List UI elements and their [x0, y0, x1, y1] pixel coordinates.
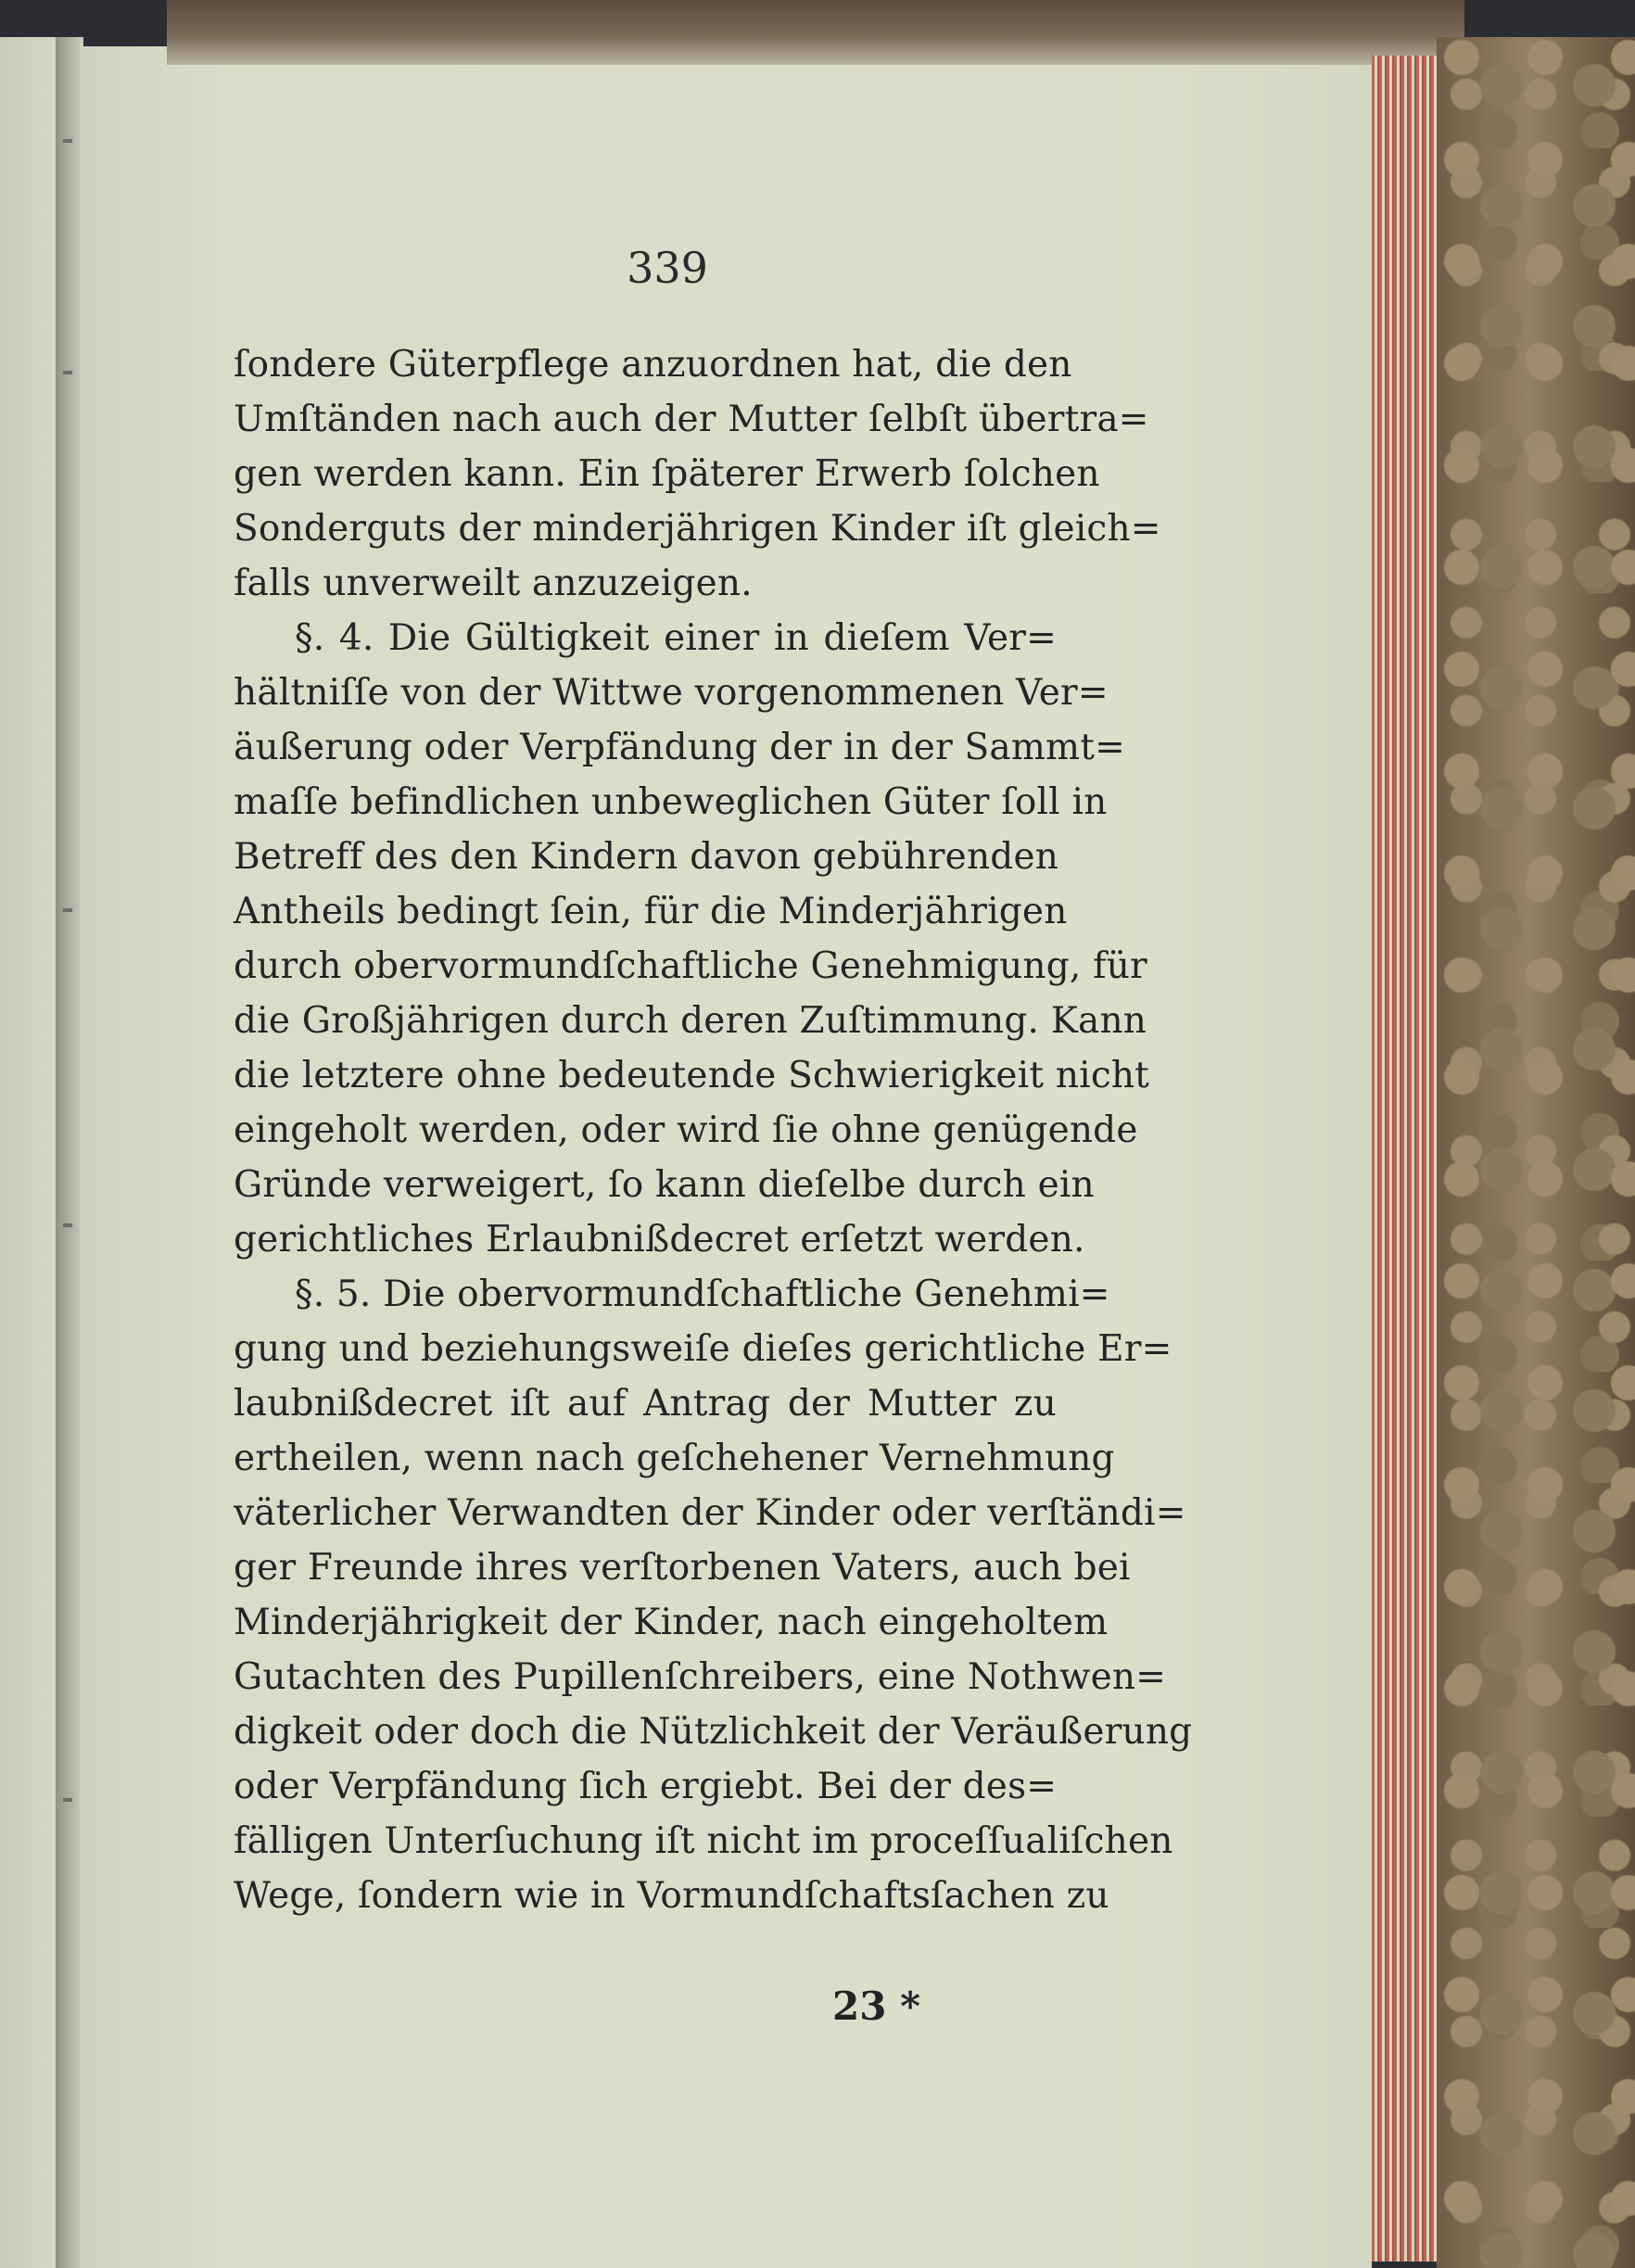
binding-stitch — [63, 1223, 72, 1227]
text-line: §. 4. Die Gültigkeit einer in dieſem Ver= — [295, 617, 1057, 659]
text-line: ertheilen, wenn nach geſchehener Vernehmung — [234, 1438, 1115, 1479]
text-line: Sonderguts der minderjährigen Kinder iſt gleich= — [234, 508, 1161, 550]
text-line: ger Freunde ihres verſtorbenen Vaters, auch bei — [234, 1547, 1131, 1589]
page-number: 339 — [627, 243, 708, 293]
text-line: Betreff des den Kindern davon gebührenden — [234, 836, 1059, 878]
text-line: Umſtänden nach auch der Mutter ſelbſt übertra= — [234, 399, 1149, 440]
signature-mark: 23 * — [832, 1983, 921, 2029]
binding-stitch — [63, 908, 72, 912]
text-line: gen werden kann. Ein ſpäterer Erwerb ſolchen — [234, 453, 1100, 495]
text-line: väterlicher Verwandten der Kinder oder verſtändi= — [234, 1492, 1186, 1534]
text-line: gung und beziehungsweiſe dieſes gerichtliche Er= — [234, 1328, 1172, 1370]
text-line: Antheils bedingt ſein, für die Minderjährigen — [234, 891, 1068, 932]
text-line: die Großjährigen durch deren Zuſtimmung. Kann — [234, 1000, 1147, 1042]
text-line: Gutachten des Pupillenſchreibers, eine Nothwen= — [234, 1656, 1167, 1698]
text-line: digkeit oder doch die Nützlichkeit der Veräußerung — [234, 1711, 1193, 1753]
text-line: eingeholt werden, oder wird ſie ohne genügende — [234, 1109, 1138, 1151]
text-line: hältniſſe von der Wittwe vorgenommenen Ver= — [234, 672, 1109, 714]
text-line: laubnißdecret iſt auf Antrag der Mutter zu — [234, 1383, 1057, 1425]
text-line: maſſe befindlichen unbeweglichen Güter ſoll in — [234, 781, 1108, 823]
binding-stitch — [63, 1798, 72, 1802]
text-line: ſondere Güterpflege anzuordnen hat, die den — [234, 344, 1072, 386]
text-line: durch obervormundſchaftliche Genehmigung, für — [234, 945, 1147, 987]
text-line: gerichtliches Erlaubnißdecret erſetzt werden. — [234, 1219, 1085, 1261]
text-line: Gründe verweigert, ſo kann dieſelbe durch ein — [234, 1164, 1095, 1206]
text-line: fälligen Unterſuchung iſt nicht im proceſſualiſchen — [234, 1820, 1173, 1862]
text-line: §. 5. Die obervormundſchaftliche Genehmi= — [295, 1273, 1110, 1315]
text-line: falls unverweilt anzuzeigen. — [234, 563, 753, 604]
top-cover-edge — [167, 0, 1464, 65]
text-line: oder Verpfändung ſich ergiebt. Bei der des= — [234, 1766, 1058, 1807]
text-line: äußerung oder Verpfändung der in der Sammt= — [234, 727, 1125, 768]
page-block-edges — [1372, 56, 1437, 2262]
binding-stitch — [63, 371, 72, 374]
binding-stitch — [63, 139, 72, 143]
text-line: Minderjährigkeit der Kinder, nach eingeholtem — [234, 1602, 1109, 1643]
marbled-cover — [1437, 37, 1635, 2268]
text-line: Wege, ſondern wie in Vormundſchaftsſachen zu — [234, 1875, 1109, 1917]
text-line: die letztere ohne bedeutende Schwierigkeit nicht — [234, 1055, 1150, 1096]
